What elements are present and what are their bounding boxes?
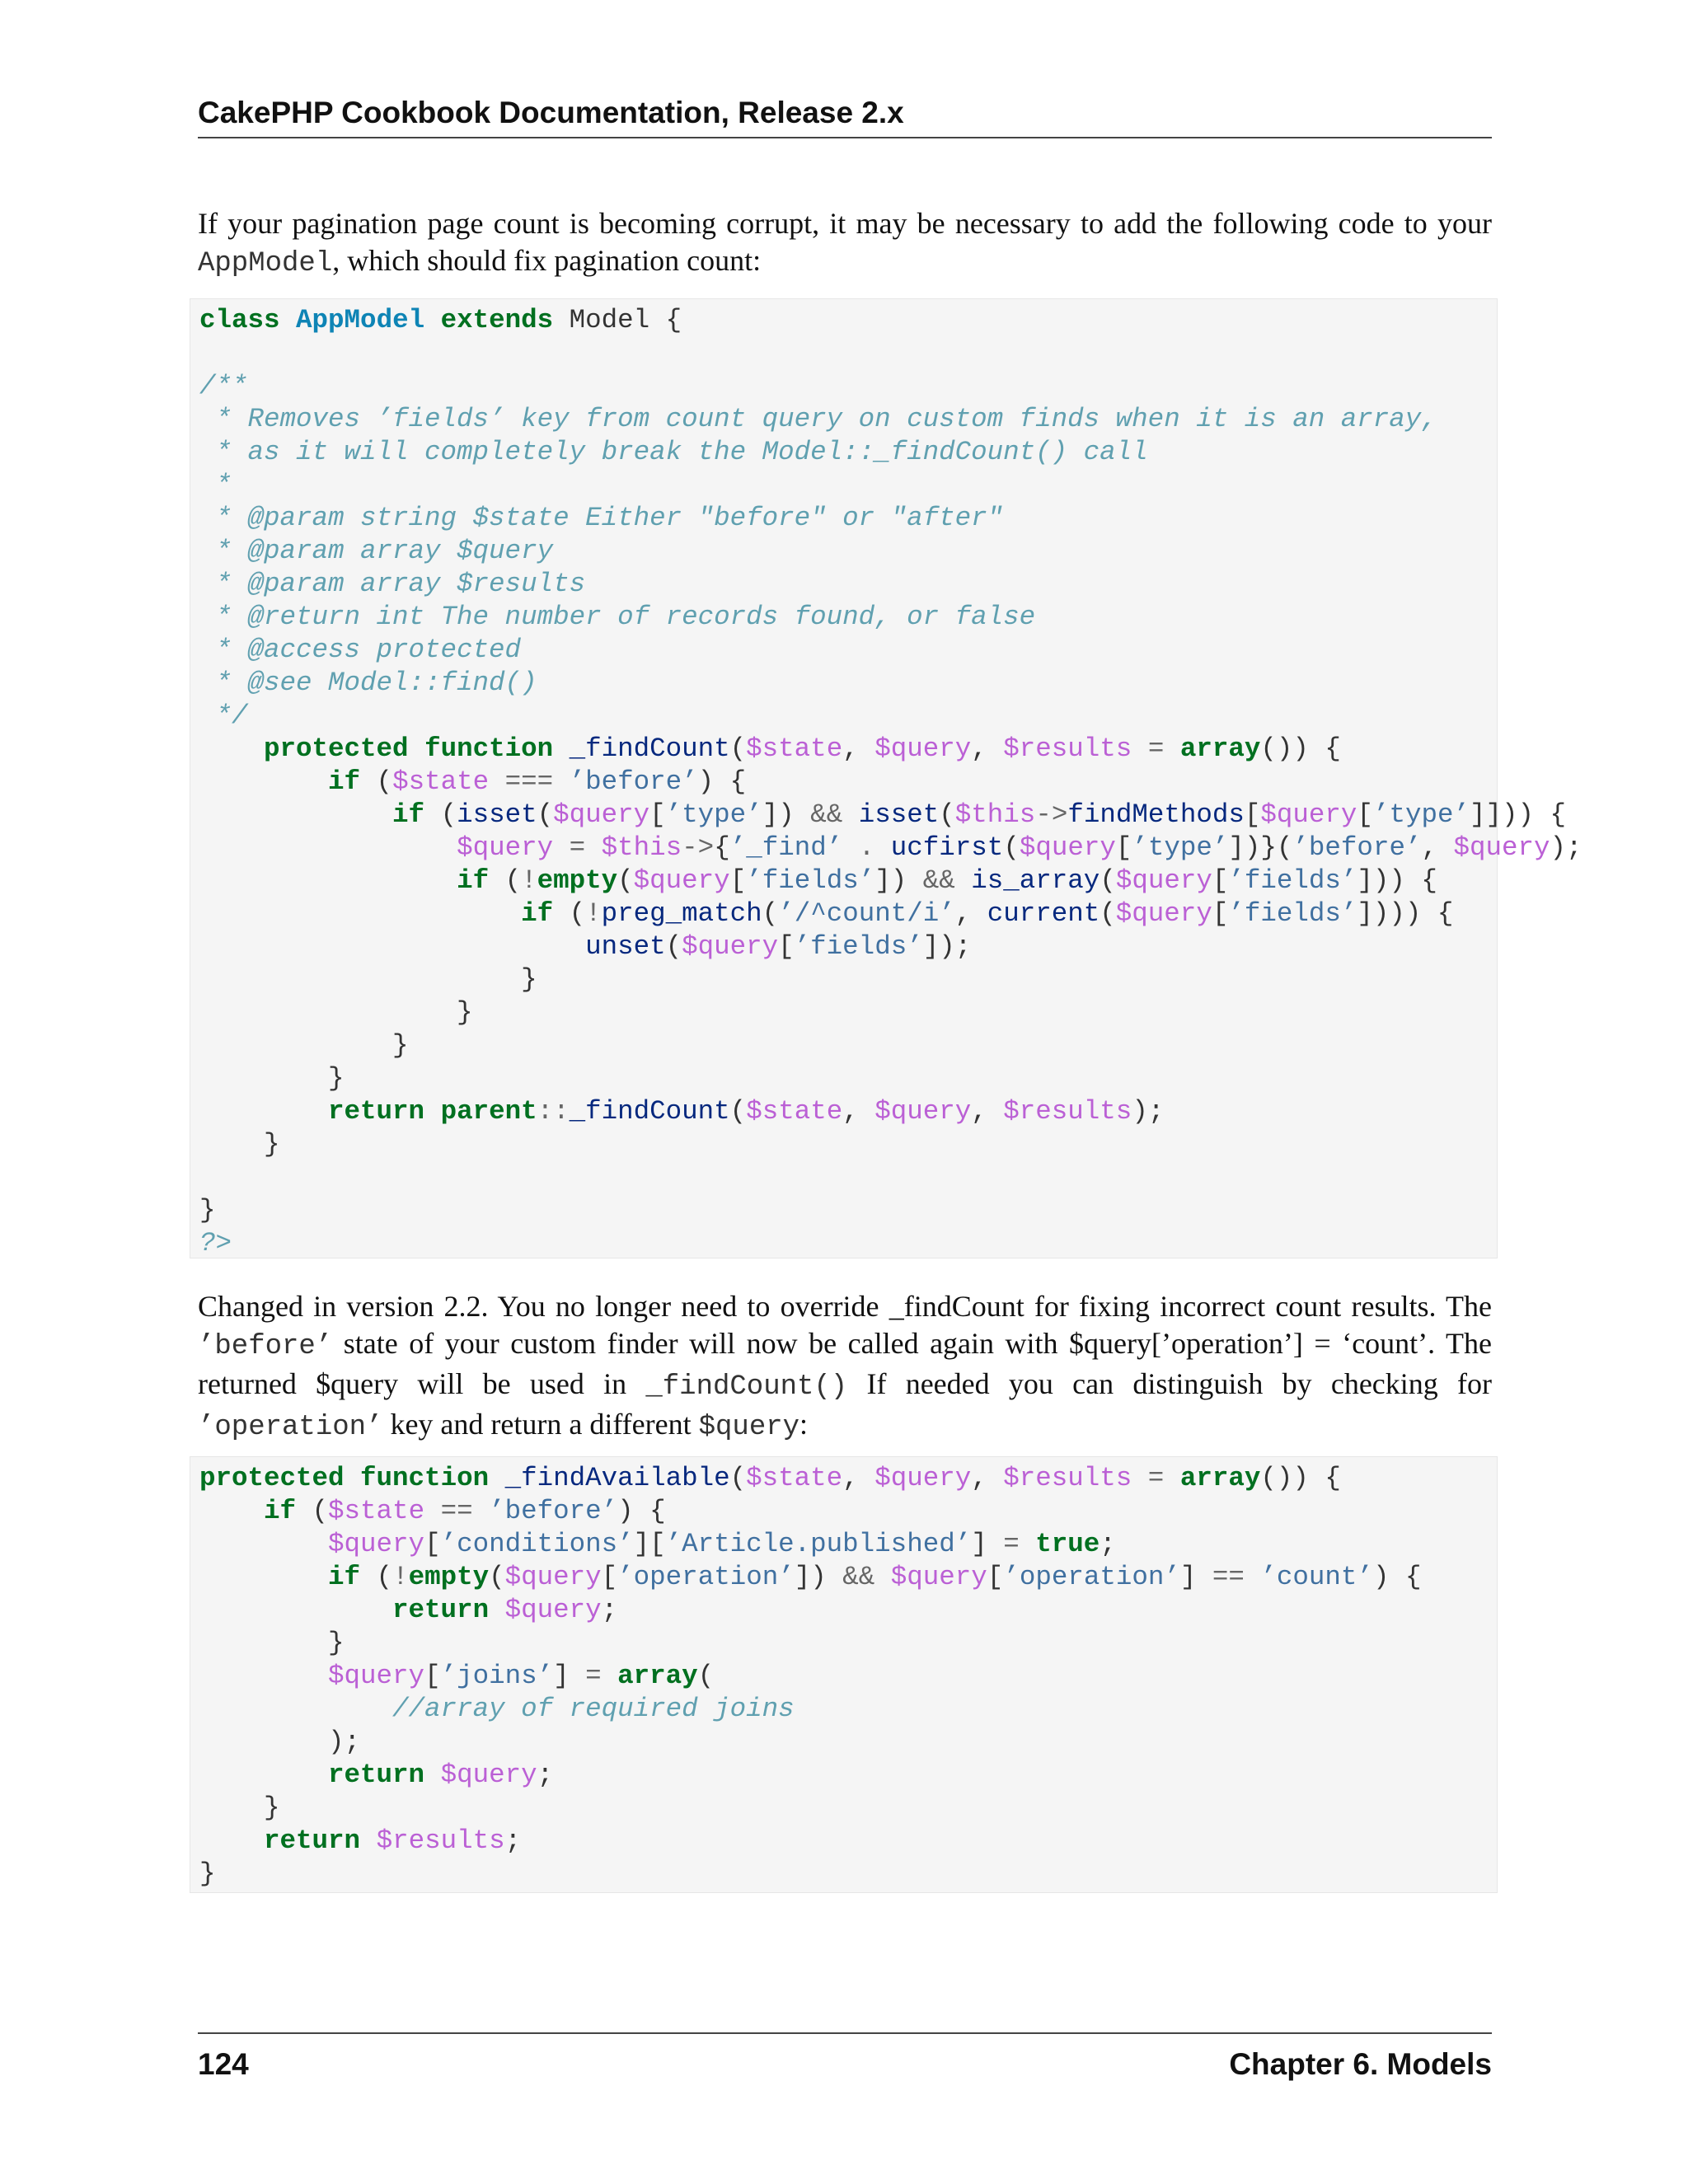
code-token: (: [729, 733, 747, 764]
code-token: if: [392, 799, 425, 830]
code-token: ’fields’: [1228, 898, 1357, 929]
code-token: ]): [794, 1562, 843, 1592]
code-token: ==: [1212, 1562, 1245, 1592]
code-token: if: [457, 865, 490, 896]
code-token: [1132, 733, 1148, 764]
code-token: [345, 1463, 361, 1493]
code-line: [199, 996, 1582, 1029]
code-token: ’before’: [1292, 832, 1422, 863]
code-token: [1164, 733, 1180, 764]
code-token: [199, 1096, 328, 1127]
code-token: [553, 766, 570, 797]
code-token: $query: [874, 1463, 972, 1493]
page-footer: [198, 2032, 1492, 2085]
code-line: [199, 304, 1582, 337]
inline-code-findcount: _findCount(): [645, 1371, 848, 1403]
code-token: }: [199, 1793, 280, 1823]
code-token: =: [1147, 733, 1165, 764]
code-line: [199, 799, 1582, 832]
code-token: $query: [1115, 898, 1212, 929]
code-line: [199, 1594, 1421, 1627]
code-token: }: [199, 1129, 280, 1160]
code-token: _findCount: [569, 733, 730, 764]
code-token: [: [601, 1562, 618, 1592]
code-line: [199, 502, 1582, 535]
code-token: ’fields’: [1228, 865, 1357, 896]
code-token: [199, 832, 457, 863]
code-token: );: [199, 1727, 361, 1757]
code-line: [199, 634, 1582, 667]
code-token: isset: [858, 799, 940, 830]
code-line: [199, 1759, 1421, 1792]
code-token: [1020, 1529, 1036, 1559]
code-token: ’fields’: [746, 865, 875, 896]
code-token: [1132, 1463, 1148, 1493]
code-token: .: [858, 832, 875, 863]
code-token: (: [762, 898, 779, 929]
code-token: (: [489, 1562, 505, 1592]
code-token: ’Article.published’: [665, 1529, 972, 1559]
code-token: ]): [762, 799, 811, 830]
code-token: $query: [504, 1595, 602, 1625]
code-token: AppModel: [296, 305, 425, 335]
code-token: empty: [408, 1562, 490, 1592]
code-line: [199, 865, 1582, 898]
code-token: [280, 305, 297, 335]
code-token: if: [521, 898, 554, 929]
code-token: $this: [601, 832, 682, 863]
code-token: [199, 1496, 264, 1526]
code-line: [199, 1627, 1421, 1660]
code-line: [199, 930, 1582, 963]
code-token: [553, 832, 570, 863]
code-token: ]: [1179, 1562, 1212, 1592]
code-token: [602, 1661, 618, 1691]
code-token: [489, 1463, 505, 1493]
code-token: [199, 1562, 328, 1592]
code-token: $query: [1260, 799, 1357, 830]
code-line: [199, 1095, 1582, 1128]
code-token: empty: [537, 865, 618, 896]
code-token: $query: [1453, 832, 1550, 863]
code-token: [424, 1496, 441, 1526]
code-token: * as it will completely break the Model::_findCount() call: [199, 437, 1148, 467]
code-token: ,: [842, 1463, 875, 1493]
code-token: $query: [504, 1562, 602, 1592]
code-token: findMethods: [1067, 799, 1245, 830]
intro-paragraph: If your pagination page count is becoming corrupt, it may be necessary to add the following code to your AppModel, which should fix pagination count:: [198, 207, 1492, 279]
code-token: ,: [971, 1096, 1004, 1127]
changed-paragraph: Changed in version 2.2. You no longer need to override _findCount for fixing incorrect count results. The ’before’ state of your custom finder will now be called again with $query[’operation’] = ‘count’. The returned $query will be used in _findCount() If needed you can distinguish by checking for ’operation’ key and return a different $query:: [198, 1290, 1493, 1443]
code-listing: [199, 304, 1582, 1260]
code-token: [199, 865, 457, 896]
code-token: $query: [633, 865, 730, 896]
code-token: $this: [954, 799, 1036, 830]
code-token: [424, 1096, 441, 1127]
code-token: &&: [922, 865, 955, 896]
code-token: }: [199, 997, 473, 1028]
code-token: $query: [890, 1562, 987, 1592]
code-token: ,: [842, 733, 875, 764]
code-token: [: [424, 1661, 441, 1691]
code-token: ucfirst: [890, 832, 1004, 863]
code-token: ’_find’: [729, 832, 843, 863]
code-block-findavailable: [190, 1456, 1498, 1893]
code-token: $query: [328, 1661, 425, 1691]
code-block-appmodel: [190, 298, 1582, 1258]
code-token: ])) {: [1357, 865, 1437, 896]
code-token: ,: [842, 1096, 875, 1127]
code-token: (: [729, 1096, 747, 1127]
code-line: [199, 337, 1582, 370]
code-token: [199, 799, 392, 830]
code-token: $results: [1003, 1096, 1132, 1127]
code-token: [409, 733, 425, 764]
code-line: [199, 898, 1582, 930]
code-line: [199, 1495, 1421, 1528]
code-line: [199, 601, 1582, 634]
code-token: * @see Model::find(): [199, 668, 537, 698]
code-token: parent: [440, 1096, 537, 1127]
code-token: $results: [1003, 1463, 1132, 1493]
code-token: return: [264, 1825, 361, 1856]
code-token: $state: [392, 766, 490, 797]
code-token: protected: [264, 733, 409, 764]
code-token: true: [1035, 1529, 1100, 1559]
code-line: [199, 1161, 1582, 1194]
code-token: ’type’: [665, 799, 762, 830]
code-token: ’/^count/i’: [778, 898, 955, 929]
code-token: function: [360, 1463, 490, 1493]
code-token: =: [569, 832, 586, 863]
code-token: ’conditions’: [440, 1529, 634, 1559]
code-line: [199, 1660, 1421, 1693]
code-token: *: [199, 470, 232, 500]
code-token: ()) {: [1260, 733, 1341, 764]
code-token: $query: [457, 832, 554, 863]
code-token: ][: [633, 1529, 666, 1559]
code-token: $state: [746, 733, 843, 764]
code-token: * @param string $state Either "before" or "after": [199, 503, 1004, 533]
code-token: !: [521, 865, 537, 896]
code-token: [1245, 1562, 1261, 1592]
code-token: $query: [440, 1760, 537, 1790]
code-token: =: [1147, 1463, 1165, 1493]
code-token: ,: [954, 898, 987, 929]
code-token: ;: [537, 1760, 554, 1790]
code-token: /**: [199, 371, 248, 401]
inline-code-operation: ’operation’: [198, 1412, 383, 1443]
code-token: if: [328, 766, 361, 797]
code-token: [199, 766, 328, 797]
code-line: [199, 403, 1582, 436]
code-line: [199, 1128, 1582, 1161]
code-line: [199, 1227, 1582, 1260]
code-token: (: [729, 1463, 747, 1493]
code-token: ’count’: [1260, 1562, 1373, 1592]
code-token: ;: [1100, 1529, 1116, 1559]
code-token: [: [1212, 865, 1229, 896]
code-token: extends: [440, 305, 554, 335]
code-token: (: [617, 865, 634, 896]
code-token: ’fields’: [794, 931, 923, 962]
code-token: [360, 1825, 377, 1856]
code-token: if: [328, 1562, 361, 1592]
code-line: [199, 733, 1582, 766]
page-header: [198, 91, 1492, 138]
code-line: [199, 963, 1582, 996]
code-token: [874, 1562, 891, 1592]
code-token: is_array: [971, 865, 1100, 896]
code-token: &&: [842, 1562, 875, 1592]
code-line: [199, 1062, 1582, 1095]
code-token: [199, 1694, 392, 1724]
code-token: ]): [874, 865, 923, 896]
code-token: * @param array $query: [199, 536, 554, 566]
code-token: [: [649, 799, 666, 830]
code-token: array: [1179, 733, 1261, 764]
code-token: ,: [971, 1463, 1004, 1493]
code-token: ’operation’: [1003, 1562, 1180, 1592]
code-token: isset: [457, 799, 537, 830]
code-token: [1164, 1463, 1180, 1493]
code-token: $query: [682, 931, 779, 962]
code-token: $results: [376, 1825, 505, 1856]
code-token: (: [296, 1496, 329, 1526]
code-line: [199, 370, 1582, 403]
code-token: ]])) {: [1469, 799, 1567, 830]
code-token: [585, 832, 602, 863]
code-token: [473, 1496, 490, 1526]
code-token: ::: [537, 1096, 570, 1127]
code-token: [: [1244, 799, 1261, 830]
code-token: ’type’: [1132, 832, 1229, 863]
code-token: =: [585, 1661, 602, 1691]
code-token: (: [697, 1661, 715, 1691]
code-token: $state: [746, 1096, 843, 1127]
code-token: ()) {: [1260, 1463, 1341, 1493]
code-token: [199, 1661, 328, 1691]
code-line: [199, 1029, 1582, 1062]
code-token: function: [424, 733, 554, 764]
code-token: array: [1179, 1463, 1261, 1493]
code-token: [: [729, 865, 747, 896]
code-token: ’joins’: [440, 1661, 554, 1691]
code-token: !: [585, 898, 602, 929]
code-token: ’operation’: [617, 1562, 795, 1592]
code-token: [424, 305, 441, 335]
code-token: }: [199, 964, 537, 995]
code-token: ->: [1035, 799, 1068, 830]
code-listing: [199, 1462, 1421, 1891]
code-token: _findCount: [569, 1096, 730, 1127]
code-token: ) {: [617, 1496, 666, 1526]
code-token: (: [1003, 832, 1020, 863]
code-token: ]);: [922, 931, 972, 962]
code-token: Model {: [553, 305, 682, 335]
code-token: );: [1550, 832, 1582, 863]
inline-code-appmodel: AppModel: [198, 248, 333, 279]
code-line: [199, 535, 1582, 568]
code-token: * @return int The number of records found, or false: [199, 602, 1036, 632]
code-token: [199, 931, 585, 962]
code-token: //array of required joins: [392, 1694, 795, 1724]
code-token: * @param array $results: [199, 569, 586, 599]
code-token: &&: [810, 799, 843, 830]
code-token: return: [328, 1096, 425, 1127]
code-token: $query: [874, 1096, 972, 1127]
code-token: [842, 832, 859, 863]
code-line: [199, 1693, 1421, 1726]
code-token: (: [360, 766, 393, 797]
code-token: [955, 865, 972, 896]
code-token: [199, 733, 264, 764]
code-token: }: [199, 1628, 345, 1658]
document-title: CakePHP Cookbook Documentation, Release 2.x: [198, 96, 904, 129]
code-token: [199, 1529, 328, 1559]
code-token: $query: [874, 733, 972, 764]
code-token: ) {: [1372, 1562, 1422, 1592]
code-token: ;: [504, 1825, 522, 1856]
code-token: unset: [585, 931, 666, 962]
code-token: [199, 1825, 264, 1856]
code-token: preg_match: [601, 898, 762, 929]
code-token: }: [199, 1195, 216, 1226]
code-token: [553, 733, 570, 764]
code-token: (: [665, 931, 682, 962]
code-line: [199, 700, 1582, 733]
code-token: [424, 1760, 441, 1790]
code-token: ’type’: [1372, 799, 1470, 830]
code-token: current: [987, 898, 1100, 929]
code-token: );: [1132, 1096, 1165, 1127]
code-line: [199, 1792, 1421, 1825]
code-token: [: [1212, 898, 1229, 929]
code-token: $query: [553, 799, 650, 830]
code-token: [: [987, 1562, 1004, 1592]
code-line: [199, 469, 1582, 502]
code-token: (: [1100, 865, 1116, 896]
code-token: ’before’: [569, 766, 698, 797]
code-token: [199, 1595, 392, 1625]
code-token: }: [199, 1063, 345, 1094]
code-token: $query: [1115, 865, 1212, 896]
code-token: ’before’: [489, 1496, 618, 1526]
code-line: [199, 1825, 1421, 1858]
code-token: [199, 898, 521, 929]
chapter-title: Chapter 6. Models: [1229, 2047, 1492, 2081]
code-token: (: [939, 799, 955, 830]
code-token: [842, 799, 859, 830]
code-line: [199, 1528, 1421, 1561]
code-token: ===: [504, 766, 554, 797]
code-token: (: [1100, 898, 1116, 929]
code-token: */: [199, 701, 248, 731]
code-token: * Removes ’fields’ key from count query on custom finds when it is an array,: [199, 404, 1437, 434]
code-token: ]: [971, 1529, 1004, 1559]
code-token: if: [264, 1496, 297, 1526]
code-token: $state: [328, 1496, 425, 1526]
code-token: ) {: [697, 766, 747, 797]
code-token: [: [424, 1529, 441, 1559]
code-token: ,: [971, 733, 1004, 764]
code-token: ]: [553, 1661, 586, 1691]
code-token: ?>: [199, 1228, 232, 1258]
code-token: (: [360, 1562, 393, 1592]
code-token: class: [199, 305, 280, 335]
code-token: }: [199, 1858, 216, 1889]
code-token: (: [424, 799, 457, 830]
code-token: $state: [746, 1463, 843, 1493]
code-token: {: [714, 832, 730, 863]
page-number: 124: [198, 2047, 249, 2081]
code-token: [: [778, 931, 795, 962]
code-line: [199, 1194, 1582, 1227]
code-token: return: [328, 1760, 425, 1790]
code-line: [199, 832, 1582, 865]
code-token: ]))) {: [1357, 898, 1454, 929]
code-line: [199, 568, 1582, 601]
code-line: [199, 436, 1582, 469]
code-line: [199, 766, 1582, 799]
code-token: [: [1115, 832, 1132, 863]
code-token: protected: [199, 1463, 345, 1493]
code-token: ])}(: [1228, 832, 1293, 863]
code-token: $results: [1003, 733, 1132, 764]
code-token: [: [1357, 799, 1373, 830]
code-token: * @access protected: [199, 635, 522, 665]
code-token: ->: [682, 832, 715, 863]
code-token: [874, 832, 891, 863]
code-line: [199, 667, 1582, 700]
code-token: ;: [601, 1595, 618, 1625]
inline-code-query: $query: [698, 1412, 800, 1443]
code-token: [489, 766, 505, 797]
code-line: [199, 1726, 1421, 1759]
code-token: ,: [1421, 832, 1454, 863]
code-token: (: [489, 865, 522, 896]
code-token: return: [392, 1595, 490, 1625]
code-token: $query: [328, 1529, 425, 1559]
code-token: [199, 1760, 328, 1790]
code-line: [199, 1561, 1421, 1594]
code-token: $query: [1019, 832, 1116, 863]
code-line: [199, 1858, 1421, 1891]
code-line: [199, 1462, 1421, 1495]
inline-code-before: ’before’: [198, 1331, 333, 1362]
code-token: array: [617, 1661, 698, 1691]
code-token: [489, 1595, 505, 1625]
code-token: !: [392, 1562, 409, 1592]
code-token: _findAvailable: [504, 1463, 730, 1493]
code-token: ==: [440, 1496, 473, 1526]
code-token: (: [553, 898, 586, 929]
code-token: (: [537, 799, 554, 830]
code-token: =: [1003, 1529, 1020, 1559]
code-token: }: [199, 1030, 409, 1061]
